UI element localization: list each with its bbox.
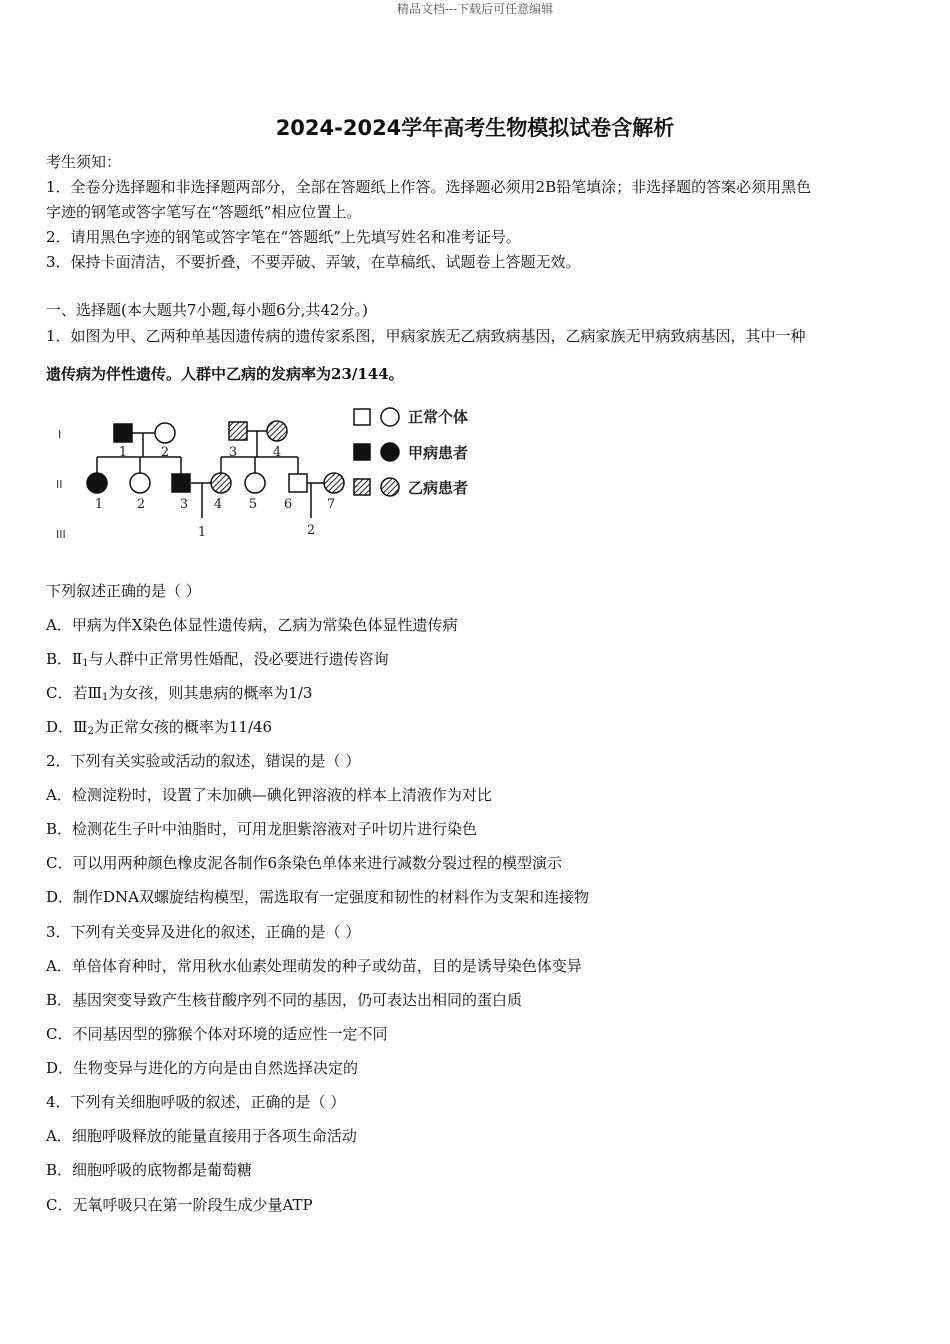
gen2-num: 3	[179, 497, 189, 512]
gen2-num: 1	[94, 497, 104, 512]
page-header: 精品文档---下载后可任意编辑	[396, 2, 554, 16]
gen2-num: 7	[326, 497, 336, 512]
notice-item: 字迹的钢笔或答字笔写在“答题纸”相应位置上。	[46, 203, 362, 221]
legend-disease-b: 乙病患者	[408, 479, 469, 497]
option-c: C．无氧呼吸只在第一阶段生成少量ATP	[46, 1196, 313, 1214]
question-stem: 4．下列有关细胞呼吸的叙述，正确的是（ ）	[46, 1093, 346, 1111]
gen1-num: 1	[118, 445, 128, 460]
option-a: A．甲病为伴X染色体显性遗传病，乙病为常染色体显性遗传病	[46, 616, 458, 634]
option-a: A．细胞呼吸释放的能量直接用于各项生命活动	[46, 1127, 357, 1145]
notice-item: 3．保持卡面清洁，不要折叠，不要弄破、弄皱，在草稿纸、试题卷上答题无效。	[46, 253, 581, 271]
option-c: C．若$Ⅲ_1$为女孩，则其患病的概率为1/3	[46, 684, 313, 703]
legend-normal: 正常个体	[408, 408, 469, 426]
option-d: D．生物变异与进化的方向是由自然选择决定的	[46, 1059, 359, 1077]
notice-item: 1．全卷分选择题和非选择题两部分，全部在答题纸上作答。选择题必须用2B铅笔填涂；非选择题的答案必须用黑色	[46, 178, 812, 196]
pedigree-diagram	[40, 400, 500, 550]
gen3-num: 1	[197, 525, 207, 540]
option-c: C．不同基因型的猕猴个体对环境的适应性一定不同	[46, 1025, 388, 1043]
section-heading: 一、选择题(本大题共7小题,每小题6分,共42分。)	[46, 301, 368, 319]
option-d: D．制作DNA双螺旋结构模型，需选取有一定强度和韧性的材料作为支架和连接物	[46, 888, 590, 906]
gen-label: II	[56, 478, 63, 491]
notice-heading: 考生须知：	[46, 153, 122, 171]
question-stem: 1．如图为甲、乙两种单基因遗传病的遗传家系图，甲病家族无乙病致病基因，乙病家族无甲病致病基因，其中一种	[46, 327, 806, 345]
option-d: D．$Ⅲ_2$为正常女孩的概率为11/46	[46, 718, 273, 737]
notice-item: 2．请用黑色字迹的钢笔或答字笔在“答题纸”上先填写姓名和准考证号。	[46, 228, 521, 246]
gen3-num: 2	[306, 523, 316, 538]
option-b: B．细胞呼吸的底物都是葡萄糖	[46, 1161, 253, 1179]
option-a: A．检测淀粉时，设置了未加碘—碘化钾溶液的样本上清液作为对比	[46, 786, 492, 804]
option-b: B．检测花生子叶中油脂时，可用龙胆紫溶液对子叶切片进行染色	[46, 820, 478, 838]
legend-disease-a: 甲病患者	[408, 444, 469, 462]
gen-label: III	[56, 528, 66, 541]
gen1-num: 2	[160, 445, 170, 460]
gen1-num: 4	[272, 445, 282, 460]
gen1-num: 3	[228, 445, 238, 460]
question-stem: 3．下列有关变异及进化的叙述，正确的是（ ）	[46, 923, 361, 941]
option-b: B．$Ⅱ_1$与人群中正常男性婚配，没必要进行遗传咨询	[46, 650, 389, 669]
question-stem: 2．下列有关实验或活动的叙述，错误的是（ ）	[46, 752, 361, 770]
gen2-num: 6	[283, 497, 293, 512]
question-stem: 遗传病为伴性遗传。人群中乙病的发病率为23/144。	[46, 365, 404, 383]
option-b: B．基因突变导致产生核苷酸序列不同的基因，仍可表达出相同的蛋白质	[46, 991, 523, 1009]
gen2-num: 5	[248, 497, 258, 512]
option-a: A．单倍体育种时，常用秋水仙素处理萌发的种子或幼苗，目的是诱导染色体变异	[46, 957, 582, 975]
question-prompt: 下列叙述正确的是（ ）	[46, 582, 201, 600]
gen2-num: 2	[136, 497, 146, 512]
gen-label: I	[58, 428, 62, 441]
page-title: 2024-2024学年高考生物模拟试卷含解析	[275, 116, 675, 140]
option-c: C．可以用两种颜色橡皮泥各制作6条染色单体来进行减数分裂过程的模型演示	[46, 854, 563, 872]
gen2-num: 4	[213, 497, 223, 512]
